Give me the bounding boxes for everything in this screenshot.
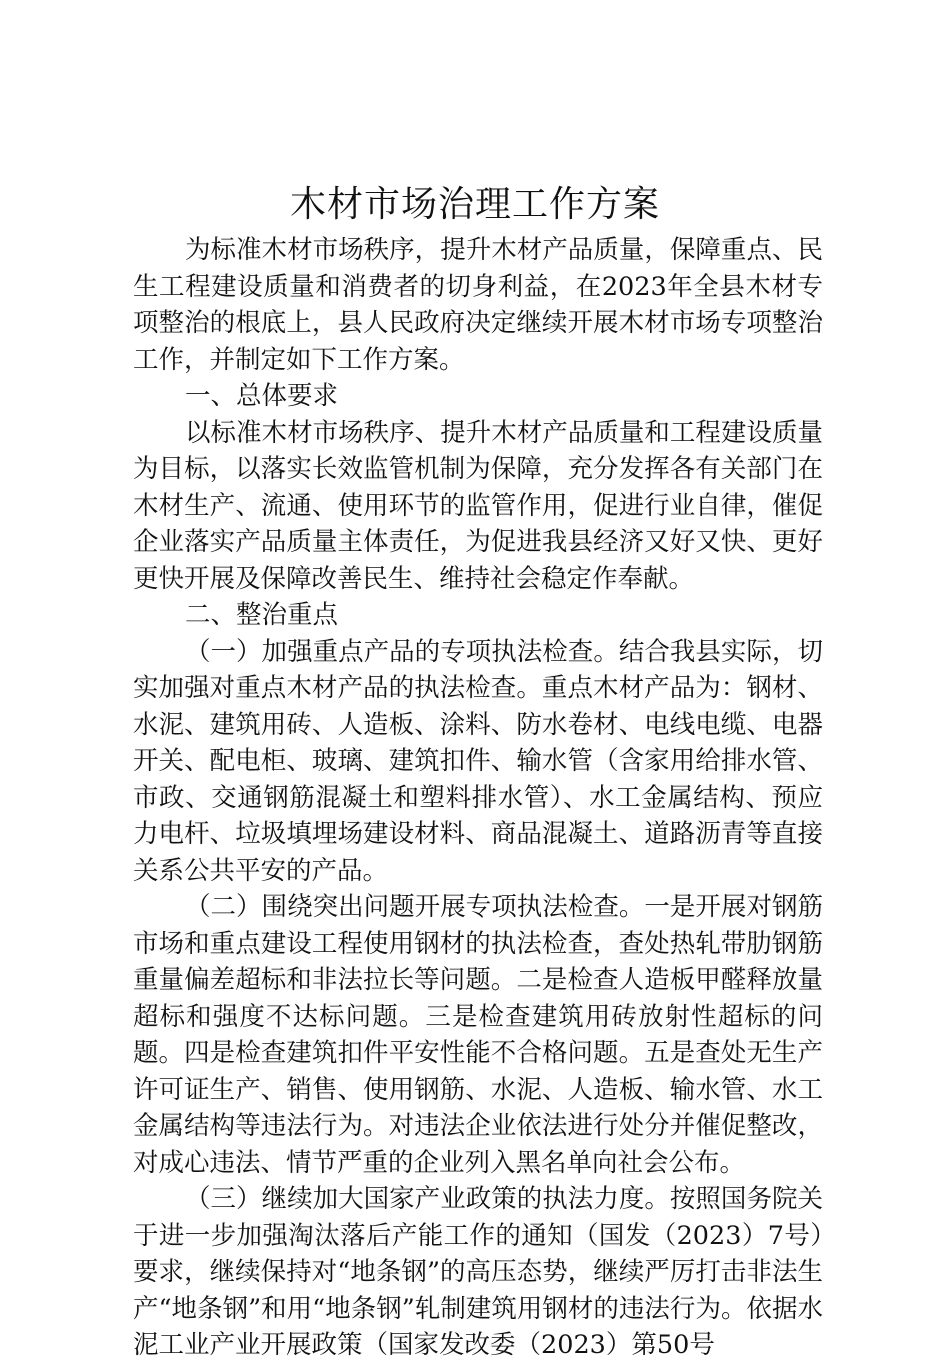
- general-requirements-paragraph: 以标准木材市场秩序、提升木材产品质量和工程建设质量为目标，以落实长效监管机制为保障，充分发挥各有关部门在木材生产、流通、使用环节的监管作用，促进行业自律，催促企业落实产品质量主体责任，为促进我县经济又好又快、更好更快开展及保障改善民生、维持社会稳定作奉献。: [133, 417, 823, 594]
- intro-paragraph: 为标准木材市场秩序，提升木材产品质量，保障重点、民生工程建设质量和消费者的切身利益，在2023年全县木材专项整治的根底上，县人民政府决定继续开展木材市场专项整治工作，并制定如下工作方案。: [133, 235, 823, 375]
- key-point-1-paragraph: （一）加强重点产品的专项执法检查。结合我县实际，切实加强对重点木材产品的执法检查。重点木材产品为：钢材、水泥、建筑用砖、人造板、涂料、防水卷材、电线电缆、电器开关、配电柜、玻璃、建筑扣件、输水管（含家用给排水管、市政、交通钢筋混凝土和塑料排水管）、水工金属结构、预应力电杆、垃圾填埋场建设材料、商品混凝土、道路沥青等直接关系公共平安的产品。: [133, 636, 823, 886]
- section-heading-key-points: 二、整治重点: [185, 600, 339, 630]
- document-body: [133, 232, 823, 1364]
- key-point-2-paragraph: （二）围绕突出问题开展专项执法检查。一是开展对钢筋市场和重点建设工程使用钢材的执法检查，查处热轧带肋钢筋重量偏差超标和非法拉长等问题。二是检查人造板甲醛释放量超标和强度不达标问题。三是检查建筑用砖放射性超标的问题。四是检查建筑扣件平安性能不合格问题。五是查处无生产许可证生产、销售、使用钢筋、水泥、人造板、输水管、水工金属结构等违法行为。对违法企业依法进行处分并催促整改，对成心违法、情节严重的企业列入黑名单向社会公布。: [133, 892, 823, 1178]
- key-point-3-paragraph: （三）继续加大国家产业政策的执法力度。按照国务院关于进一步加强淘汰落后产能工作的通知（国发（2023）7号）要求，继续保持对“地条钢”的高压态势，继续严厉打击非法生产“地条钢”和用“地条钢”轧制建筑用钢材的违法行为。依据水泥工业产业开展政策（国家发改委（2023）第50号: [133, 1184, 823, 1360]
- document-title: 木材市场治理工作方案: [289, 184, 660, 225]
- section-heading-general-requirements: 一、总体要求: [185, 381, 339, 411]
